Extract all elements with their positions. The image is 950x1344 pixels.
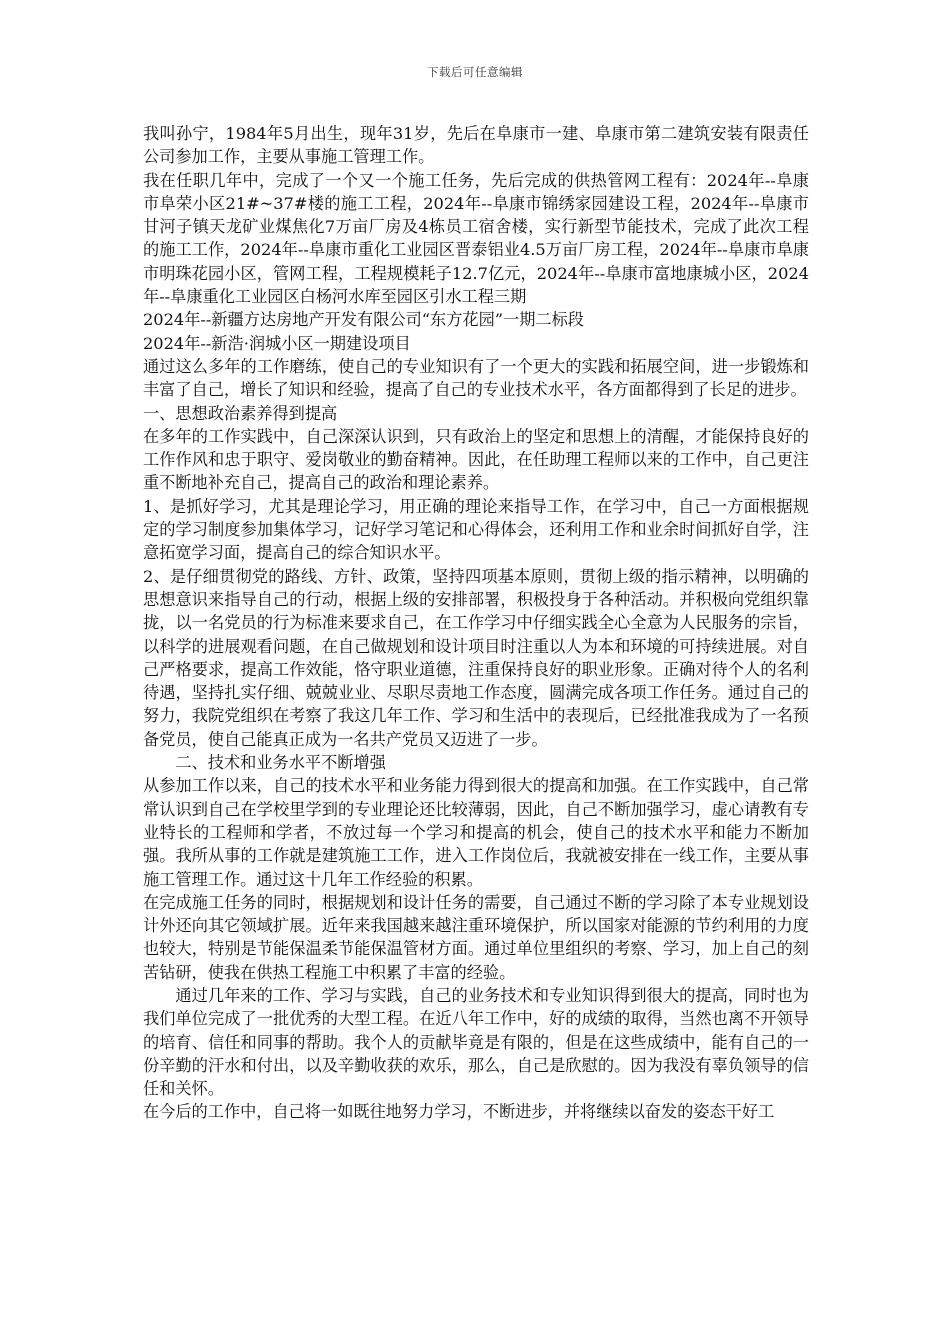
paragraph-technical: 从参加工作以来，自己的技术水平和业务能力得到很大的提高和加强。在工作实践中，自己常常认识到自己在学校里学到的专业理论还比较薄弱，因此，自己不断加强学习，虚心请教有专业特长的工程师和学者，不放过每一个学习和提高的机会，使自己的技术水平和能力不断加强。我所从事的工作就是建筑施工工作，进入工作岗位后，我就被安排在一线工作，主要从事施工管理工作。通过这十几年工作经验的积累。: [143, 776, 809, 889]
paragraph-expansion: 在完成施工任务的同时，根据规划和设计任务的需要，自己通过不断的学习除了本专业规划设计外还向其它领域扩展。近年来我国越来越注重环境保护，所以国家对能源的节约利用的力度也较大，特别是节能保温柔节能保温管材方面。通过单位里组织的考察、学习，加上自己的刻苦钻研，使我在供热工程施工中积累了丰富的经验。: [143, 892, 809, 982]
paragraph-point-1: 1、是抓好学习，尤其是理论学习，用正确的理论来指导工作，在学习中，自己一方面根据规定的学习制度参加集体学习，记好学习笔记和心得体会，还利用工作和业余时间抓好自学，注意拓宽学习面，提高自己的综合知识水平。: [143, 496, 809, 563]
paragraph-project-dongfang: 2024年--新疆方达房地产开发有限公司“东方花园”一期二标段: [143, 310, 584, 330]
paragraph-point-2: 2、是仔细贯彻党的路线、方针、政策，坚持四项基本原则，贯彻上级的指示精神，以明确的思想意识来指导自己的行动，根据上级的安排部署，积极投身于各种活动。并积极向党组织靠拢，以一名党员的行为标准来要求自己，在工作学习中仔细实践全心全意为人民服务的宗旨，以科学的进展观看问题，在自己做规划和设计项目时注重以人为本和环境的可持续进展。对自己严格要求，提高工作效能，恪守职业道德，注重保持良好的职业形象。正确对待个人的名利待遇，坚持扎实仔细、兢兢业业、尽职尽责地工作态度，圆满完成各项工作任务。通过自己的努力，我院党组织在考察了我这几年工作、学习和生活中的表现后，已经批准我成为了一名预备党员，使自己能真正成为一名共产党员又迈进了一步。: [143, 566, 809, 749]
section-heading-political: 一、思想政治素养得到提高: [143, 403, 338, 423]
page-header: 下载后可任意编辑: [427, 65, 523, 79]
paragraph-projects: 我在任职几年中，完成了一个又一个施工任务，先后完成的供热管网工程有：2024年--阜康市阜荣小区21#~37#楼的施工工程，2024年--阜康市锦绣家园建设工程，2024年--阜康市甘河子镇天龙矿业煤焦化7万亩厂房及4栋员工宿舍楼，实行新型节能技术，完成了此次工程的施工工作，2024年--阜康市重化工业园区晋泰铝业4.5万亩厂房工程，2024年--阜康市阜康市明珠花园小区，管网工程，工程规模耗子12.7亿元，2024年--阜康市富地康城小区，2024年--阜康重化工业园区白杨河水库至园区引水工程三期: [143, 170, 809, 307]
paragraph-achievements: 通过几年来的工作、学习与实践，自己的业务技术和专业知识得到很大的提高，同时也为我们单位完成了一批优秀的大型工程。在近八年工作中，好的成绩的取得，当然也离不开领导的培育、信任和同事的帮助。我个人的贡献毕竟是有限的，但是在这些成绩中，能有自己的一份辛勤的汗水和付出，以及辛勤收获的欢乐，那么，自己是欣慰的。因为我没有辜负领导的信任和关怀。: [143, 985, 809, 1099]
section-heading-technical: 二、技术和业务水平不断增强: [175, 753, 386, 773]
paragraph-political: 在多年的工作实践中，自己深深认识到，只有政治上的坚定和思想上的清醒，才能保持良好的工作作风和忠于职守、爱岗敬业的勤奋精神。因此，在任助理工程师以来的工作中，自己更注重不断地补充自己，提高自己的政治和理论素养。: [143, 426, 809, 493]
paragraph-future: 在今后的工作中，自己将一如既往地努力学习，不断进步，并将继续以奋发的姿态干好工: [143, 1102, 775, 1122]
document-body: [143, 122, 809, 1124]
paragraph-intro: 我叫孙宁，1984年5月出生，现年31岁，先后在阜康市一建、阜康市第二建筑安装有限责任公司参加工作，主要从事施工管理工作。: [143, 124, 809, 167]
paragraph-summary: 通过这么多年的工作磨练，使自己的专业知识有了一个更大的实践和拓展空间，进一步锻炼和丰富了自己，增长了知识和经验，提高了自己的专业技术水平，各方面都得到了长足的进步。: [143, 356, 809, 400]
paragraph-project-runcheng: 2024年--新浩·润城小区一期建设项目: [143, 333, 411, 353]
